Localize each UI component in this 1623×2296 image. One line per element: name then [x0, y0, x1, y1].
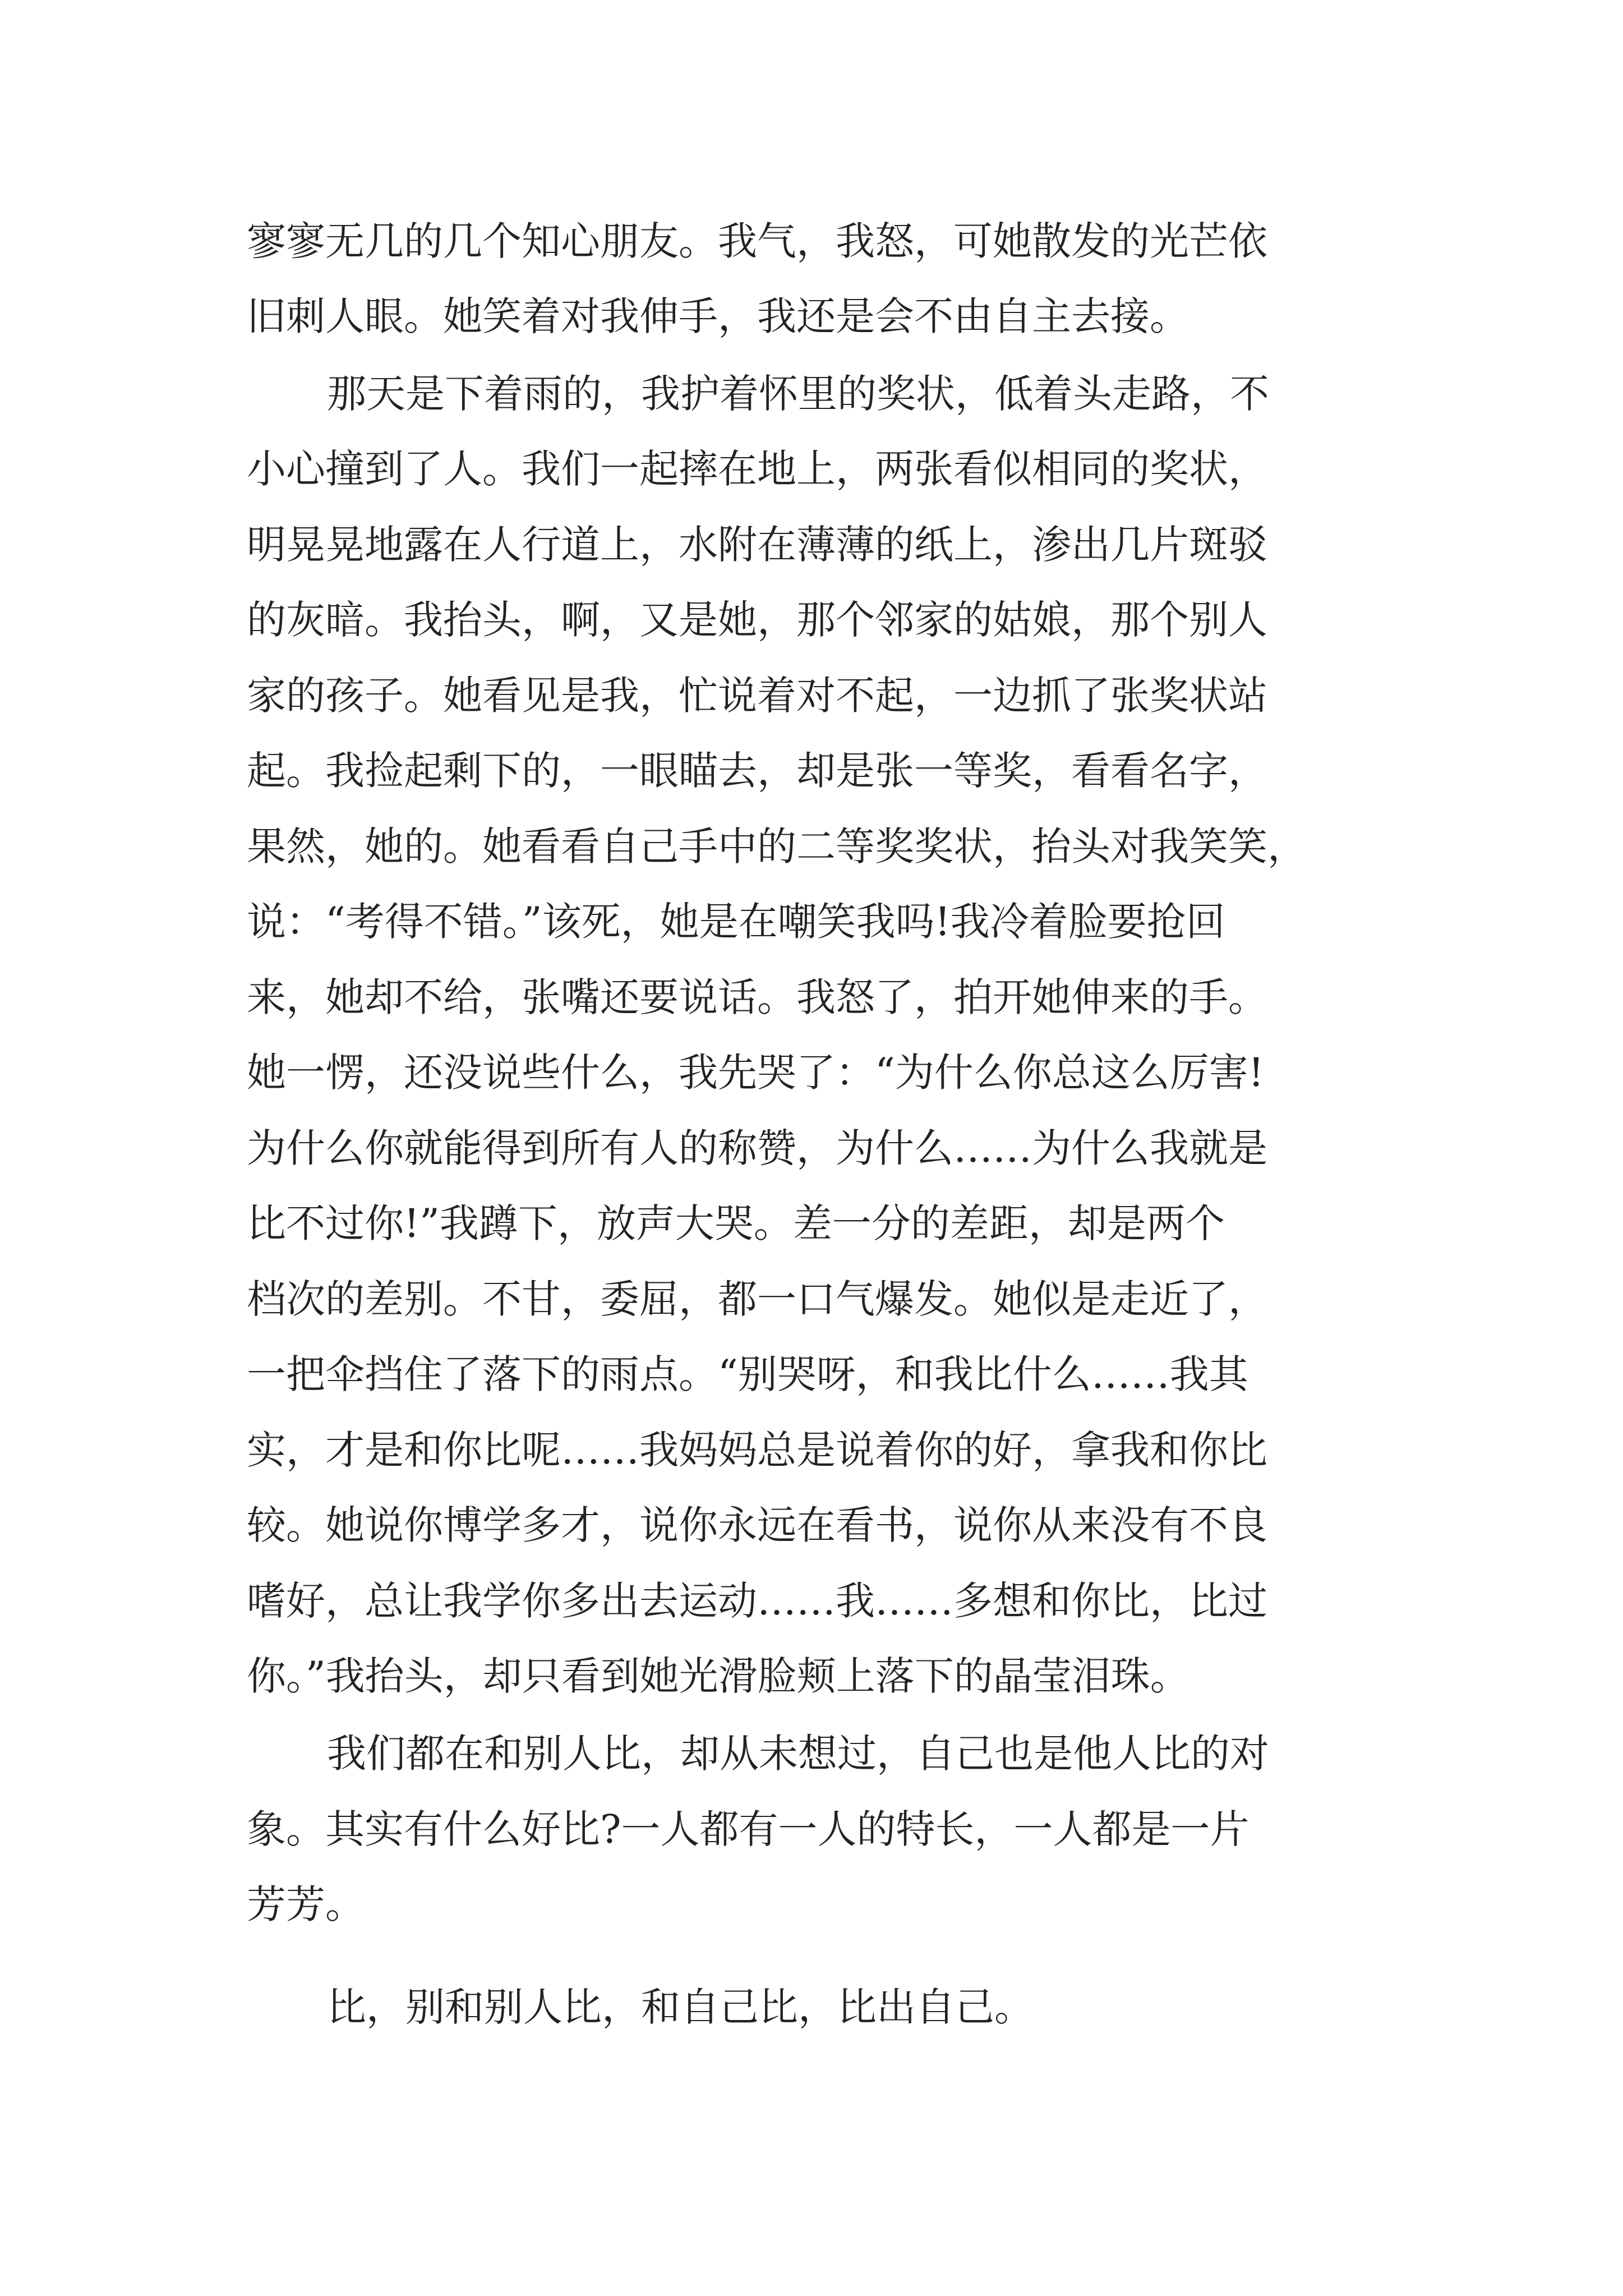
- text-line: 寥寥无几的几个知心朋友。我气，我怒，可她散发的光芒依: [247, 218, 1267, 264]
- text-line: 明晃晃地露在人行道上，水附在薄薄的纸上，渗出几片斑驳: [247, 522, 1267, 568]
- text-line: 实，才是和你比呢……我妈妈总是说着你的好，拿我和你比: [247, 1427, 1267, 1473]
- text-line: 旧刺人眼。她笑着对我伸手，我还是会不由自主去接。: [247, 293, 1189, 339]
- text-line: 为什么你就能得到所有人的称赞，为什么……为什么我就是: [247, 1125, 1267, 1171]
- text-line: 我们都在和别人比，却从未想过，自己也是他人比的对: [327, 1731, 1269, 1777]
- text-line: 家的孩子。她看见是我，忙说着对不起，一边抓了张奖状站: [247, 673, 1267, 719]
- text-line: 一把伞挡住了落下的雨点。“别哭呀，和我比什么……我其: [247, 1351, 1248, 1397]
- text-line: 比，别和别人比，和自己比，比出自己。: [327, 1984, 1034, 2030]
- text-line: 你。”我抬头，却只看到她光滑脸颊上落下的晶莹泪珠。: [247, 1653, 1189, 1699]
- text-line: 芳芳。: [247, 1881, 365, 1927]
- text-line: 档次的差别。不甘，委屈，都一口气爆发。她似是走近了，: [247, 1276, 1267, 1322]
- text-line: 说：“考得不错。”该死，她是在嘲笑我吗!我冷着脸要抢回: [247, 899, 1225, 945]
- text-line: 比不过你!”我蹲下，放声大哭。差一分的差距，却是两个: [247, 1200, 1225, 1246]
- text-line: 她一愣，还没说些什么，我先哭了：“为什么你总这么厉害!: [247, 1050, 1264, 1096]
- text-line: 较。她说你博学多才，说你永远在看书，说你从来没有不良: [247, 1502, 1267, 1548]
- text-line: 象。其实有什么好比?一人都有一人的特长，一人都是一片: [247, 1806, 1249, 1852]
- text-line: 果然，她的。她看看自己手中的二等奖奖状，抬头对我笑笑，: [247, 823, 1307, 869]
- text-line: 起。我捡起剩下的，一眼瞄去，却是张一等奖，看看名字，: [247, 748, 1267, 794]
- text-line: 的灰暗。我抬头，啊，又是她，那个邻家的姑娘，那个别人: [247, 597, 1267, 643]
- text-line: 来，她却不给，张嘴还要说话。我怒了，拍开她伸来的手。: [247, 974, 1267, 1020]
- text-line: 小心撞到了人。我们一起摔在地上，两张看似相同的奖状，: [247, 446, 1267, 492]
- text-line: 嗜好，总让我学你多出去运动……我……多想和你比，比过: [247, 1578, 1267, 1624]
- text-line: 那天是下着雨的，我护着怀里的奖状，低着头走路，不: [327, 371, 1269, 417]
